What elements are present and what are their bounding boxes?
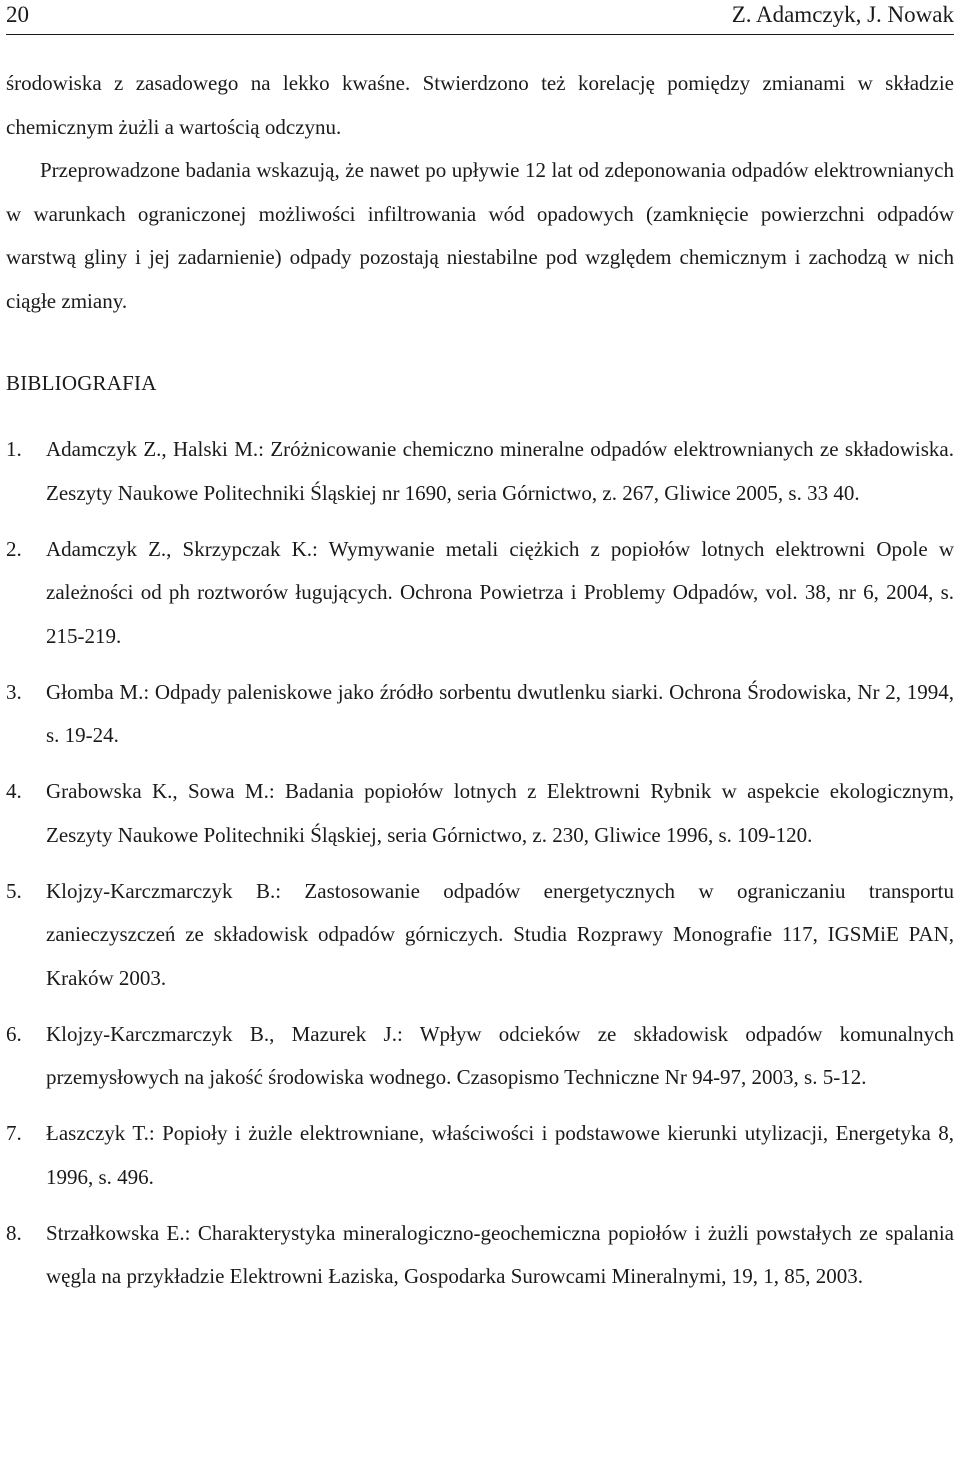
reference-item <box>6 770 954 857</box>
reference-number: 2. <box>6 536 22 561</box>
body-text <box>6 62 954 323</box>
page-number: 20 <box>6 2 29 27</box>
reference-text: Klojzy-Karczmarczyk B., Mazurek J.: Wpływ odcieków ze składowisk odpadów komunalnych przemysłowych na jakość środowiska wodnego. Czasopismo Techniczne Nr 94-97, 2003, s. 5-12. <box>46 1021 954 1089</box>
reference-text: Klojzy-Karczmarczyk B.: Zastosowanie odpadów energetycznych w ograniczaniu transportu zanieczyszczeń ze składowisk odpadów górniczych. Studia Rozprawy Monografie 117, IGSMiE PAN, Kraków 2003. <box>46 878 954 990</box>
reference-text: Łaszczyk T.: Popioły i żużle elektrowniane, właściwości i podstawowe kierunki utylizacji, Energetyka 8, 1996, s. 496. <box>46 1121 954 1189</box>
reference-text: Głomba M.: Odpady paleniskowe jako źródło sorbentu dwutlenku siarki. Ochrona Środowiska, Nr 2, 1994, s. 19-24. <box>46 679 954 747</box>
reference-list <box>6 428 954 1311</box>
reference-item <box>6 1212 954 1299</box>
paragraph-continued: środowiska z zasadowego na lekko kwaśne. Stwierdzono też korelację pomiędzy zmianami w składzie chemicznym żużli a wartością odczynu. <box>6 71 954 139</box>
bibliography-heading: BIBLIOGRAFIA <box>6 371 157 395</box>
reference-number: 3. <box>6 679 22 704</box>
reference-text: Strzałkowska E.: Charakterystyka mineralogiczno-geochemiczna popiołów i żużli powstałych ze spalania węgla na przykładzie Elektrowni Łaziska, Gospodarka Surowcami Mineralnymi, 19, 1, 85, 2003. <box>46 1220 954 1288</box>
reference-item <box>6 528 954 659</box>
reference-item <box>6 671 954 758</box>
running-head-authors: Z. Adamczyk, J. Nowak <box>731 2 954 27</box>
reference-number: 6. <box>6 1021 22 1046</box>
reference-number: 7. <box>6 1121 22 1145</box>
page-header <box>6 0 954 35</box>
reference-number: 4. <box>6 779 22 803</box>
reference-number: 5. <box>6 878 22 903</box>
reference-text: Grabowska K., Sowa M.: Badania popiołów lotnych z Elektrowni Rybnik w aspekcie ekologicznym, Zeszyty Naukowe Politechniki Śląskiej, seria Górnictwo, z. 230, Gliwice 1996, s. 109-120. <box>46 779 954 847</box>
reference-text: Adamczyk Z., Halski M.: Zróżnicowanie chemiczno mineralne odpadów elektrownianych ze składowiska. Zeszyty Naukowe Politechniki Śląskiej nr 1690, seria Górnictwo, z. 267, Gliwice 2005, s. 33 40. <box>46 437 954 505</box>
reference-item <box>6 1112 954 1199</box>
reference-item <box>6 870 954 1001</box>
reference-text: Adamczyk Z., Skrzypczak K.: Wymywanie metali ciężkich z popiołów lotnych elektrowni Opole w zależności od ph roztworów ługujących. Ochrona Powietrza i Problemy Odpadów, vol. 38, nr 6, 2004, s. 215-219. <box>46 536 954 648</box>
reference-item <box>6 428 954 515</box>
reference-number: 1. <box>6 437 22 461</box>
paragraph-conclusion: Przeprowadzone badania wskazują, że nawet po upływie 12 lat od zdeponowania odpadów elektrownianych w warunkach ograniczonej możliwości infiltrowania wód opadowych (zamknięcie powierzchni odpadów warstwą gliny i jej zadarnienie) odpady pozostają niestabilne pod względem chemicznym i zachodzą w nich ciągłe zmiany. <box>6 158 954 313</box>
reference-number: 8. <box>6 1220 22 1245</box>
reference-item <box>6 1013 954 1100</box>
